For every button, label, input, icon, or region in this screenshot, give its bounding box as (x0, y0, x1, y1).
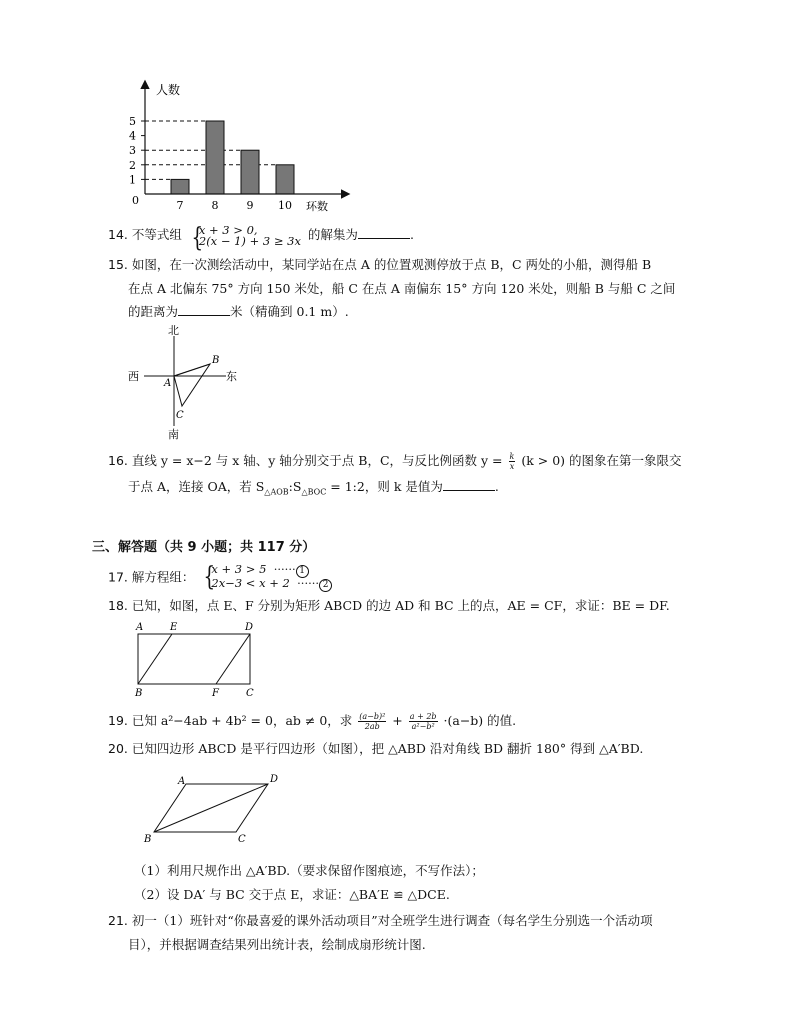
answer-blank (358, 226, 410, 239)
inequality-system: { x + 3 > 0, 2(x − 1) + 3 ≥ 3x (191, 222, 301, 253)
question-16-line2: 于点 A，连接 OA，若 $S_{\triangle AOB}:S_{\triangle BOC}$ = 1:2，则 k 是值为 . (128, 479, 499, 497)
east-label: 东 (226, 370, 237, 383)
answer-blank (443, 478, 495, 491)
bar-chart (120, 76, 360, 216)
svg-text:A: A (136, 622, 144, 633)
question-14: 14. 不等式组 { x + 3 > 0, 2(x − 1) + 3 ≥ 3x 的解集为 . (108, 222, 414, 253)
point-c-label: C (176, 410, 184, 421)
rectangle-figure (130, 618, 260, 702)
question-19: 19. 已知 a²−4ab + 4b² = 0，ab ≠ 0，求 $\frac{\text{(a−b)²}}{2ab}$ + $\frac{a + 2b}{\text{a²−b²}}$ ·(a−b) 的值. (108, 712, 517, 731)
origin-label: 0 (132, 194, 139, 207)
north-label: 北 (168, 324, 179, 337)
x-axis-label: 环数 (306, 200, 328, 213)
question-15-line1: 15. 如图，在一次测绘活动中，某同学站在点 A 的位置观测停放于点 B，C 两处的小船，测得船 B (108, 257, 652, 272)
svg-text:E: E (170, 622, 178, 633)
bar-8 (206, 121, 224, 194)
svg-text:B: B (135, 688, 143, 699)
svg-text:C: C (238, 834, 246, 845)
point-a-label: A (164, 378, 172, 389)
question-17: 17. 解方程组： { x + 3 > 5 ······ 1 2x−3 < x + 2 ······ 2 (108, 564, 335, 592)
question-18: 18. 已知，如图，点 E、F 分别为矩形 ABCD 的边 AD 和 BC 上的点，AE = CF，求证：BE = DF. (108, 598, 670, 613)
fraction-2: $\frac{a + 2b}{\text{a²−b²}}$ (409, 712, 437, 731)
question-15-line3: 的距离为 米（精确到 0.1 m）. (128, 304, 349, 319)
question-20: 20. 已知四边形 ABCD 是平行四边形（如图），把 △ABD 沿对角线 BD 翻折 180° 得到 △A′BD. (108, 741, 644, 756)
question-20-part-1: （1）利用尺规作出 △A′BD.（要求保留作图痕迹，不写作法）； (134, 863, 484, 878)
y-tick-5: 5 (129, 115, 136, 128)
fraction-1: $\frac{\text{(a−b)²}}{2ab}$ (359, 712, 386, 731)
question-15-line2: 在点 A 北偏东 75° 方向 150 米处，船 C 在点 A 南偏东 15° 方向 120 米处，则船 B 与船 C 之间 (128, 281, 676, 296)
svg-text:F: F (212, 688, 219, 699)
point-b-label: B (212, 355, 220, 366)
south-label: 南 (168, 428, 179, 441)
x-tick-7: 7 (176, 199, 184, 212)
y-tick-3: 3 (129, 144, 136, 158)
x-tick-10: 10 (278, 199, 292, 212)
bar-7 (171, 179, 189, 194)
svg-text:D: D (270, 774, 279, 785)
bar-10 (276, 165, 294, 194)
equation-system: { x + 3 > 5 ······ 1 2x−3 < x + 2 ······ 2 (201, 564, 332, 592)
fraction-k-over-x: $\frac{k}{x}$ (509, 452, 515, 471)
question-16-line1: 16. 直线 y = x−2 与 x 轴、y 轴分别交于点 B，C，与反比例函数 y = $\frac{k}{x}$ (k > 0) 的图象在第一象限交 (108, 452, 682, 471)
x-tick-8: 8 (211, 199, 219, 212)
svg-text:C: C (246, 688, 254, 699)
parallelogram-figure (140, 770, 290, 848)
svg-text:D: D (245, 622, 254, 633)
bar-9 (241, 150, 259, 194)
section-3-heading: 三、解答题（共 9 小题；共 117 分） (92, 540, 316, 555)
compass-figure (126, 322, 246, 444)
svg-text:A: A (178, 776, 186, 787)
y-tick-2: 2 (129, 158, 136, 172)
question-20-part-2: （2）设 DA′ 与 BC 交于点 E，求证：△BA′E ≌ △DCE. (134, 887, 450, 902)
west-label: 西 (128, 370, 139, 383)
question-21-line1: 21. 初一（1）班针对“你最喜爱的课外活动项目”对全班学生进行调查（每名学生分别选一个活动项 (108, 913, 653, 928)
svg-text:B: B (144, 834, 152, 845)
x-tick-9: 9 (246, 199, 254, 212)
y-axis-label: 人数 (156, 83, 181, 97)
question-number: 14. (108, 227, 128, 242)
y-tick-4: 4 (129, 129, 136, 143)
y-tick-1: 1 (129, 173, 136, 187)
question-21-line2: 目），并根据调查结果列出统计表，绘制成扇形统计图. (128, 937, 426, 952)
answer-blank (178, 303, 230, 316)
